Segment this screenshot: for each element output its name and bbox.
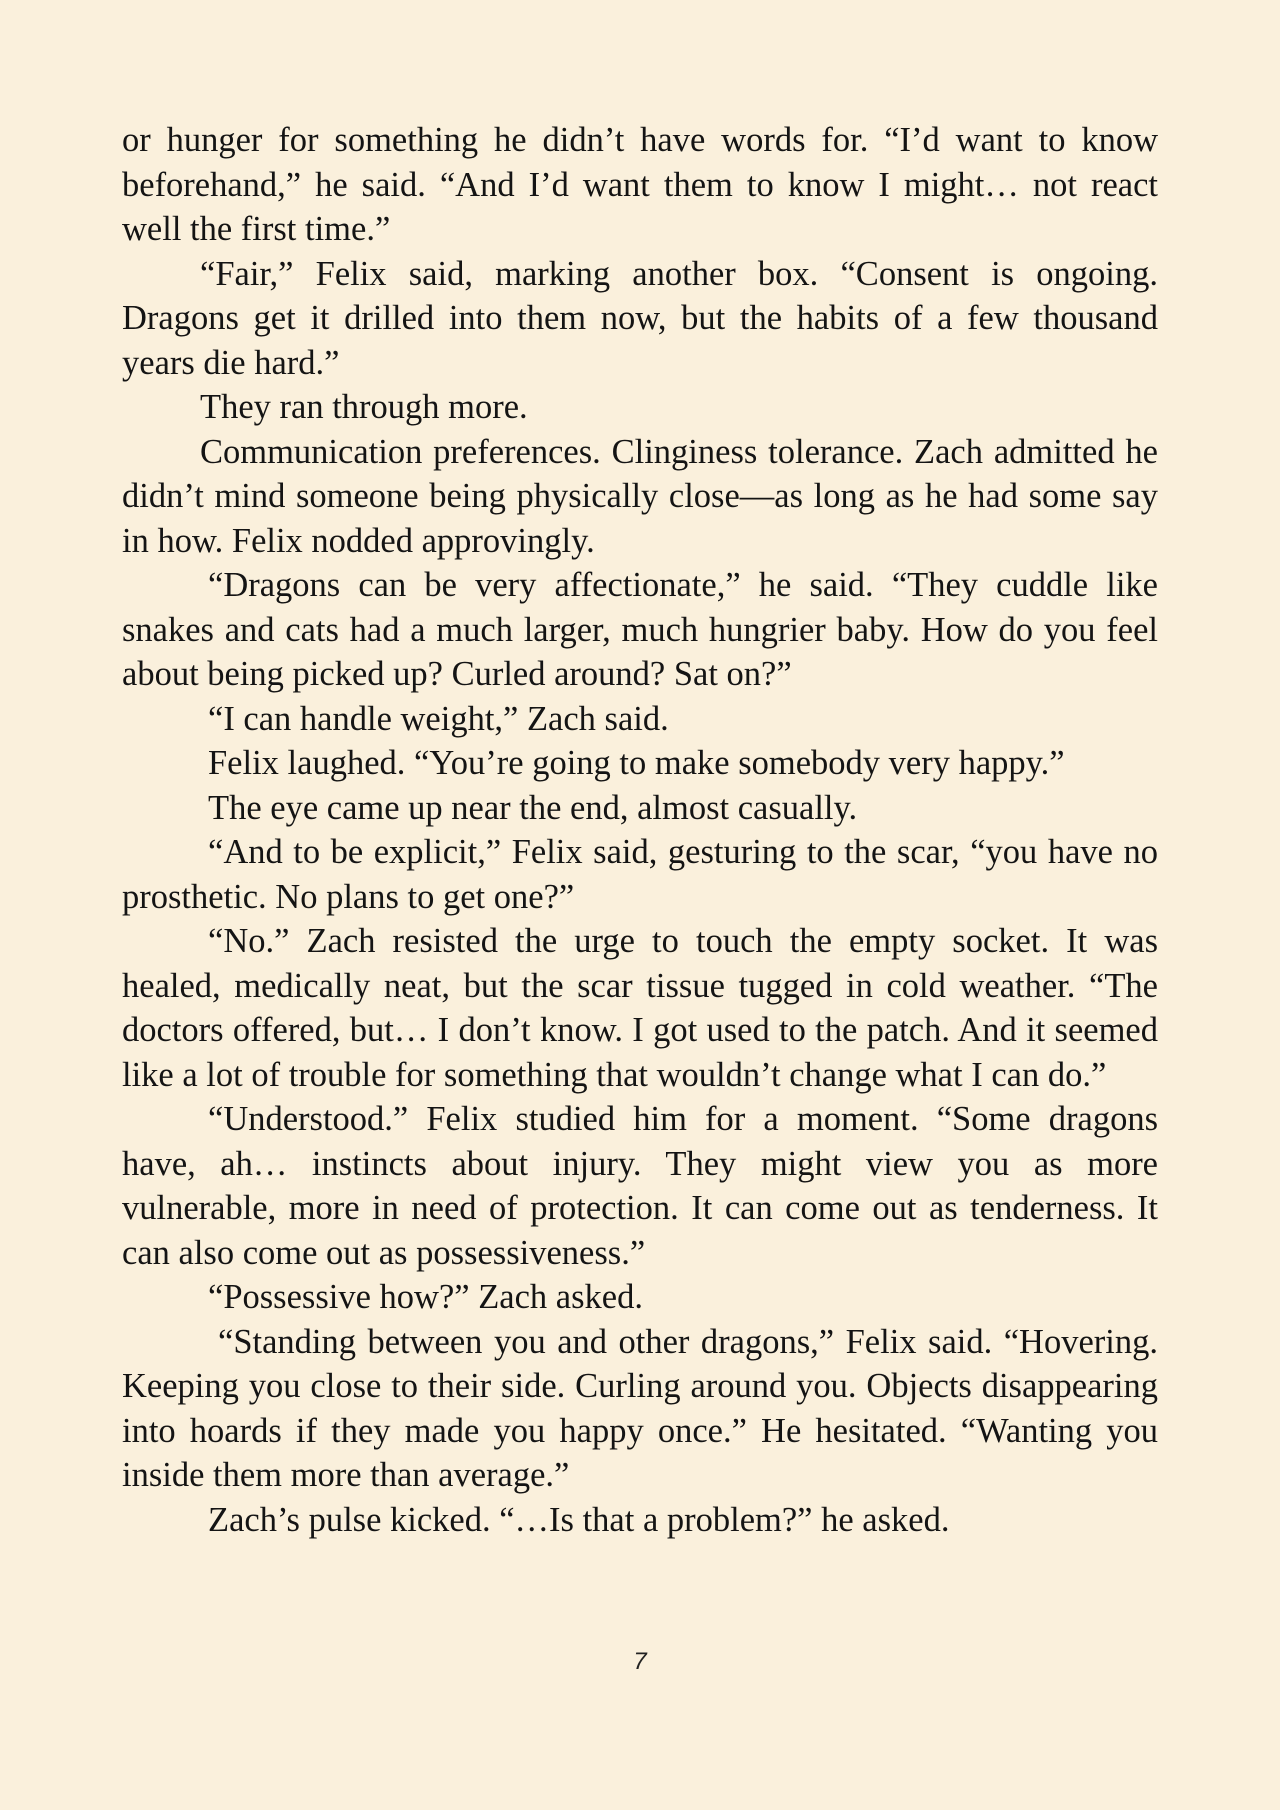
paragraph: “Possessive how?” Zach asked. — [208, 1278, 643, 1316]
body-text — [122, 118, 1158, 1542]
paragraph: “I can handle weight,” Zach said. — [208, 699, 669, 738]
page-number: 7 — [633, 1648, 647, 1675]
paragraph: “Standing between you and other dragons,” Felix said. “Hovering. Keeping you close to their side. Curling around you. Objects disappearing into hoards if they made you happy once.” He hesitated. “Wanting you inside them more than average.” — [122, 1322, 1158, 1494]
paragraph: They ran through more. — [200, 388, 528, 426]
paragraph: or hunger for something he didn’t have words for. “I’d want to know beforehand,” he said. “And I’d want them to know I might… not react well the first time.” — [122, 121, 1158, 248]
paragraph: “Dragons can be very affectionate,” he said. “They cuddle like snakes and cats had a much larger, much hungrier baby. How do you feel about being picked up? Curled around? Sat on?” — [122, 566, 1158, 693]
paragraph: The eye came up near the end, almost casually. — [208, 788, 858, 827]
paragraph: “Fair,” Felix said, marking another box. “Consent is ongoing. Dragons get it drilled into them now, but the habits of a few thousand years die hard.” — [122, 254, 1158, 382]
paragraph: Felix laughed. “You’re going to make somebody very happy.” — [208, 744, 1065, 782]
paragraph: Zach’s pulse kicked. “…Is that a problem?” he asked. — [208, 1500, 950, 1539]
paragraph: “No.” Zach resisted the urge to touch the empty socket. It was healed, medically neat, but the scar tissue tugged in cold weather. “The doctors offered, but… I don’t know. I got used to the patch. And it seemed like a lot of trouble for something that wouldn’t change what I can do.” — [122, 922, 1158, 1094]
paragraph: Communication preferences. Clinginess tolerance. Zach admitted he didn’t mind someone being physically close—as long as he had some say in how. Felix nodded approvingly. — [122, 432, 1158, 560]
paragraph: “Understood.” Felix studied him for a moment. “Some dragons have, ah… instincts about injury. They might view you as more vulnerable, more in need of protection. It can come out as tenderness. It can also come out as possessiveness.” — [122, 1100, 1158, 1272]
paragraph: “And to be explicit,” Felix said, gesturing to the scar, “you have no prosthetic. No plans to get one?” — [122, 833, 1158, 916]
